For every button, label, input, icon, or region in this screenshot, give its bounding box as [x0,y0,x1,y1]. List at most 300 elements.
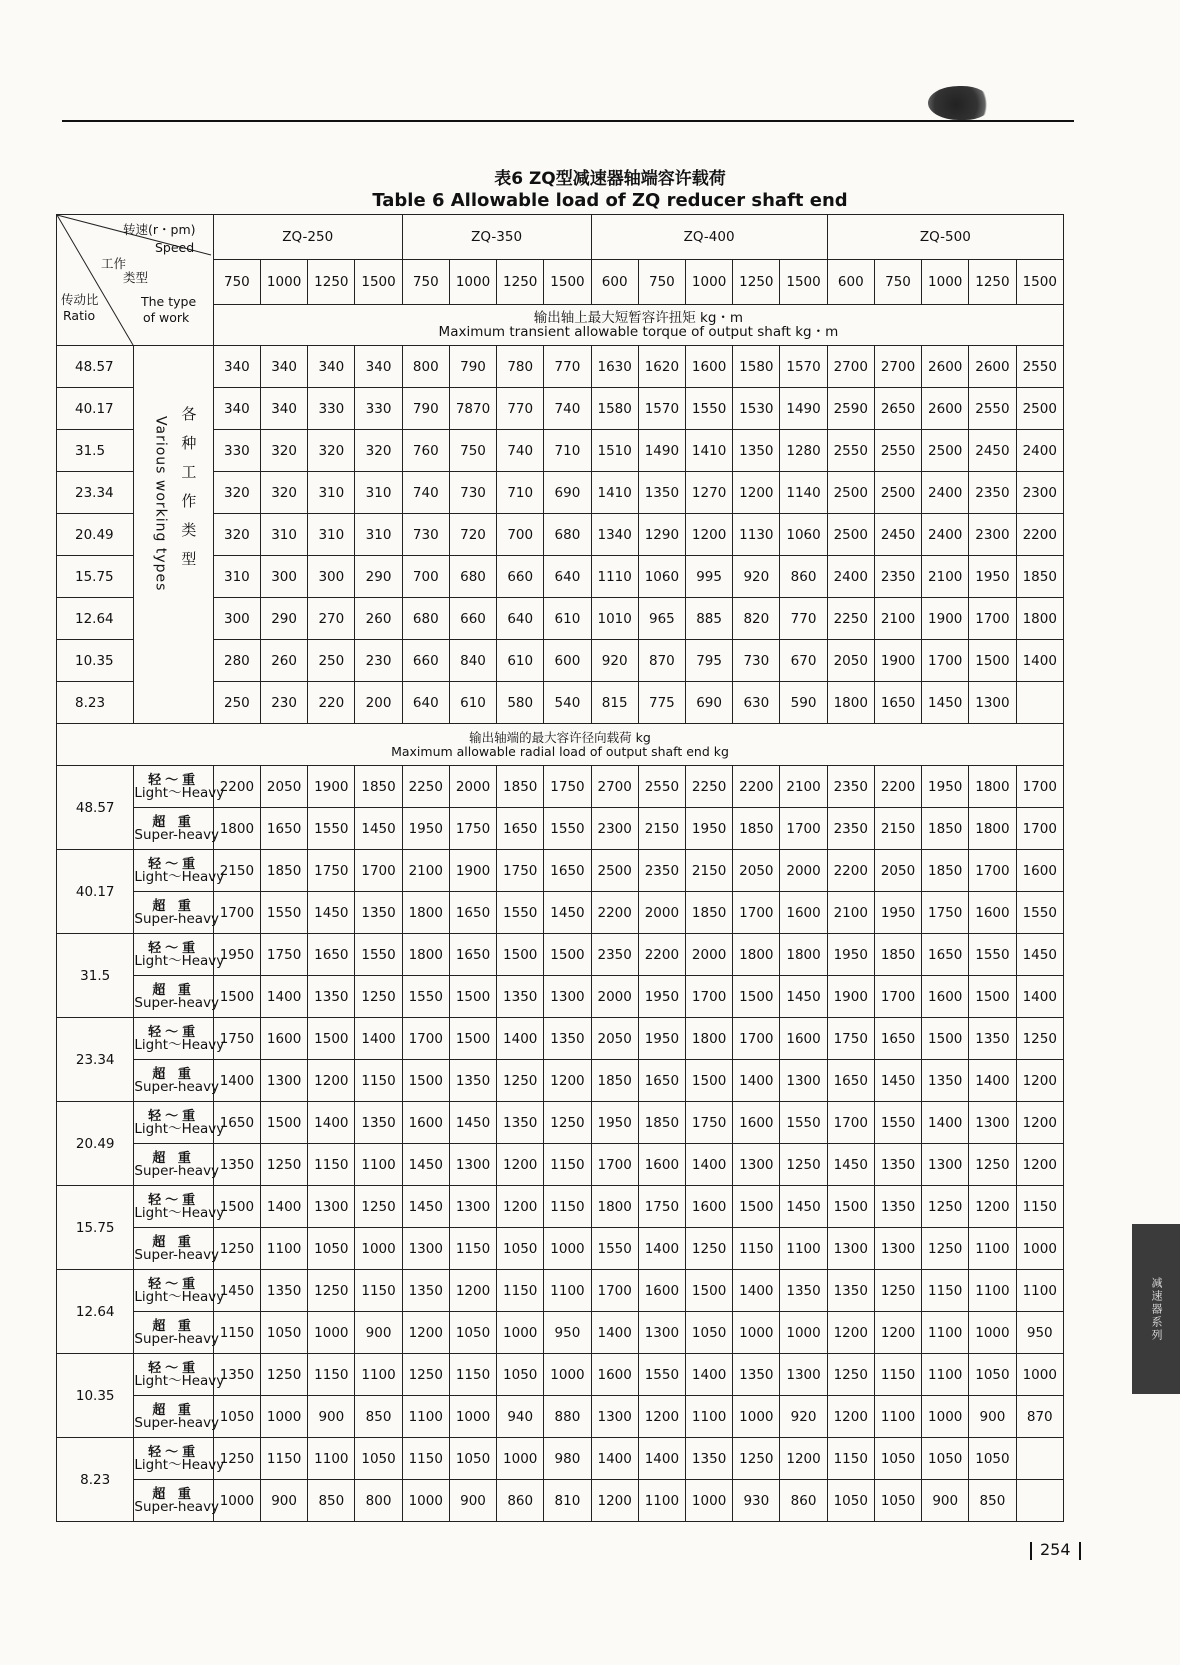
radial-value: 1550 [780,1102,827,1144]
ratio-cell: 48.57 [57,766,134,850]
radial-value: 1050 [449,1312,496,1354]
radial-value: 980 [544,1438,591,1480]
table-row [57,1480,1064,1522]
torque-value: 800 [402,346,449,388]
radial-value: 1200 [1016,1102,1063,1144]
page-number: 254 [1022,1540,1089,1560]
radial-value: 1400 [497,1018,544,1060]
torque-value: 1850 [1016,556,1063,598]
radial-value: 1350 [308,976,355,1018]
radial-value: 1000 [780,1312,827,1354]
radial-value: 1150 [922,1270,969,1312]
torque-value: 540 [544,682,591,724]
torque-value: 340 [213,346,260,388]
light-heavy-label [134,850,225,892]
radial-value: 1650 [827,1060,874,1102]
radial-value: 1000 [544,1354,591,1396]
header-corner [57,215,214,346]
radial-value: 1350 [261,1270,308,1312]
radial-value: 1550 [261,892,308,934]
torque-value: 690 [544,472,591,514]
torque-value: 1700 [969,598,1016,640]
torque-value: 1900 [922,598,969,640]
radial-value: 1350 [874,1186,921,1228]
table-row [57,1438,1064,1480]
load-class-en: Super-heavy [134,1330,220,1347]
radial-value: 1150 [402,1438,449,1480]
torque-value: 1270 [686,472,733,514]
radial-value: 1300 [261,1060,308,1102]
radial-value: 2350 [638,850,685,892]
radial-value: 1600 [780,1018,827,1060]
radial-value: 2200 [591,892,638,934]
load-class-cn: 轻～重 [148,940,200,956]
torque-value: 2600 [922,346,969,388]
torque-value: 300 [213,598,260,640]
radial-value: 1150 [355,1060,402,1102]
radial-value: 1000 [497,1438,544,1480]
load-class-en: Super-heavy [134,1078,220,1095]
radial-value: 1400 [308,1102,355,1144]
torque-value: 1200 [686,514,733,556]
radial-value: 1450 [874,1060,921,1102]
torque-value: 2700 [874,346,921,388]
load-class-cn: 超 重 [152,1402,195,1418]
radial-value: 1550 [544,808,591,850]
light-heavy-label [134,1018,225,1060]
torque-value: 770 [544,346,591,388]
torque-value: 330 [213,430,260,472]
torque-value: 300 [261,556,308,598]
radial-value: 1600 [638,1270,685,1312]
radial-value: 2000 [449,766,496,808]
radial-value: 1750 [638,1186,685,1228]
torque-value: 710 [544,430,591,472]
radial-value: 1100 [544,1270,591,1312]
radial-value: 1500 [827,1186,874,1228]
radial-value: 1100 [355,1144,402,1186]
radial-value: 1750 [686,1102,733,1144]
light-heavy-label [134,1354,225,1396]
radial-value: 1400 [1016,976,1063,1018]
super-heavy-label [134,1312,220,1354]
table-title-cn: 表6 ZQ型减速器轴端容许载荷 [494,169,726,189]
torque-value: 2550 [827,430,874,472]
radial-value: 1350 [922,1060,969,1102]
radial-value: 2350 [827,766,874,808]
radial-value: 1650 [449,934,496,976]
worktype-label-cn: 类型 [123,270,149,285]
speed-header: 750 [874,260,921,305]
radial-value: 1500 [733,1186,780,1228]
torque-value: 760 [402,430,449,472]
torque-value: 640 [402,682,449,724]
speed-header: 750 [638,260,685,305]
radial-value: 1200 [308,1060,355,1102]
radial-value: 1350 [402,1270,449,1312]
radial-value: 2200 [874,766,921,808]
torque-value: 200 [355,682,402,724]
torque-value: 1500 [969,640,1016,682]
radial-value: 1000 [1016,1354,1063,1396]
radial-value: 1950 [922,766,969,808]
radial-value: 1350 [780,1270,827,1312]
radial-value: 2150 [638,808,685,850]
radial-value: 1150 [308,1354,355,1396]
radial-value: 1200 [780,1438,827,1480]
torque-value: 330 [355,388,402,430]
torque-value: 2500 [874,472,921,514]
load-class-en: Light～Heavy [134,1456,225,1473]
radial-value: 900 [261,1480,308,1522]
radial-value: 1450 [402,1186,449,1228]
table-row [57,346,1064,388]
radial-value: 1700 [827,1102,874,1144]
speed-header: 1500 [1016,260,1063,305]
radial-value: 1750 [213,1018,260,1060]
radial-value: 1500 [922,1018,969,1060]
radial-value: 1000 [449,1396,496,1438]
torque-value: 2600 [922,388,969,430]
radial-value: 1400 [686,1354,733,1396]
radial-value: 1550 [874,1102,921,1144]
super-heavy-label [134,1144,220,1186]
radial-value: 1800 [733,934,780,976]
radial-value: 1400 [638,1228,685,1270]
radial-value: 1150 [449,1228,496,1270]
radial-value [1016,1480,1063,1522]
radial-value: 1200 [449,1270,496,1312]
torque-value: 280 [213,640,260,682]
torque-value: 320 [308,430,355,472]
radial-value: 2050 [874,850,921,892]
ratio-cell: 31.5 [57,430,134,472]
torque-value: 780 [497,346,544,388]
radial-value: 1250 [261,1354,308,1396]
radial-value: 1350 [874,1144,921,1186]
table-titles [0,168,1180,212]
torque-value: 610 [449,682,496,724]
torque-value: 260 [355,598,402,640]
radial-value: 1200 [827,1312,874,1354]
torque-value: 320 [213,472,260,514]
radial-value: 930 [733,1480,780,1522]
torque-value: 610 [497,640,544,682]
radial-value: 1700 [686,976,733,1018]
radial-value: 1300 [780,1060,827,1102]
torque-value: 1900 [874,640,921,682]
speed-header: 1000 [261,260,308,305]
torque-value: 320 [213,514,260,556]
radial-value: 1250 [922,1186,969,1228]
load-class-en: Light～Heavy [134,1288,225,1305]
radial-value: 1000 [969,1312,1016,1354]
torque-value: 790 [449,346,496,388]
radial-value: 1100 [969,1270,1016,1312]
radial-value: 1850 [922,850,969,892]
radial-value: 1600 [780,892,827,934]
radial-value: 1850 [733,808,780,850]
torque-value: 1200 [733,472,780,514]
radial-value: 1050 [922,1438,969,1480]
radial-value: 1950 [638,1018,685,1060]
radial-value: 1250 [497,1060,544,1102]
ratio-cell: 15.75 [57,1186,134,1270]
radial-value: 1850 [686,892,733,934]
ratio-cell: 23.34 [57,472,134,514]
radial-value: 1200 [402,1312,449,1354]
speed-header: 1250 [969,260,1016,305]
radial-value: 1300 [874,1228,921,1270]
super-heavy-label [134,1480,220,1522]
radial-value: 1900 [827,976,874,1018]
radial-value: 1150 [449,1354,496,1396]
radial-value: 1000 [1016,1228,1063,1270]
radial-value: 2300 [591,808,638,850]
radial-value: 1050 [874,1438,921,1480]
radial-value: 1100 [969,1228,1016,1270]
radial-value: 1200 [638,1396,685,1438]
radial-value: 1300 [402,1228,449,1270]
radial-value: 1000 [213,1480,260,1522]
radial-value: 1000 [402,1480,449,1522]
torque-value: 250 [308,640,355,682]
radial-value: 1700 [874,976,921,1018]
torque-value: 790 [402,388,449,430]
radial-value: 1250 [355,1186,402,1228]
radial-value: 1000 [261,1396,308,1438]
torque-section-header [213,305,1063,346]
radial-value: 950 [544,1312,591,1354]
ratio-cell: 10.35 [57,1354,134,1438]
radial-value: 1800 [780,934,827,976]
radial-value: 1400 [638,1438,685,1480]
ratio-cell: 31.5 [57,934,134,1018]
torque-value: 1060 [780,514,827,556]
radial-value: 1550 [638,1354,685,1396]
torque-value: 730 [402,514,449,556]
radial-value: 1950 [874,892,921,934]
torque-value: 1570 [780,346,827,388]
radial-value: 1450 [780,1186,827,1228]
torque-value: 290 [355,556,402,598]
radial-value: 1550 [402,976,449,1018]
load-class-en: Light～Heavy [134,1204,225,1221]
table-row [57,934,1064,976]
torque-value: 2500 [827,514,874,556]
table-row [57,1018,1064,1060]
torque-value: 1490 [638,430,685,472]
radial-value: 1400 [686,1144,733,1186]
radial-value: 860 [780,1480,827,1522]
radial-value: 1700 [733,1018,780,1060]
ratio-cell: 48.57 [57,346,134,388]
radial-value: 1850 [874,934,921,976]
speed-header: 1000 [686,260,733,305]
radial-value: 1100 [355,1354,402,1396]
radial-value: 1850 [638,1102,685,1144]
speed-header: 600 [591,260,638,305]
radial-value: 850 [308,1480,355,1522]
ratio-cell: 10.35 [57,640,134,682]
radial-value: 1050 [827,1480,874,1522]
load-class-cn: 轻～重 [148,1360,200,1376]
load-class-cn: 轻～重 [148,1276,200,1292]
radial-value: 900 [969,1396,1016,1438]
radial-value: 1550 [591,1228,638,1270]
radial-value: 1350 [544,1018,591,1060]
torque-value: 1140 [780,472,827,514]
torque-value: 2600 [969,346,1016,388]
radial-value: 1050 [969,1354,1016,1396]
radial-value: 900 [922,1480,969,1522]
radial-value: 860 [497,1480,544,1522]
radial-value: 1400 [591,1312,638,1354]
torque-value: 920 [591,640,638,682]
radial-value: 1150 [827,1438,874,1480]
radial-value: 1950 [827,934,874,976]
load-class-cn: 超 重 [152,1234,195,1250]
radial-value: 1500 [449,1018,496,1060]
torque-value: 1650 [874,682,921,724]
radial-value: 1600 [922,976,969,1018]
torque-unit-cn: 输出轴上最大短暂容许扭矩 kg・m [533,310,744,326]
radial-value: 2000 [780,850,827,892]
torque-value: 1280 [780,430,827,472]
radial-value: 1100 [874,1396,921,1438]
load-class-cn: 轻～重 [148,1192,200,1208]
torque-value: 820 [733,598,780,640]
radial-value: 1550 [1016,892,1063,934]
ratio-cell: 40.17 [57,388,134,430]
torque-value: 740 [544,388,591,430]
speed-header: 1000 [449,260,496,305]
radial-value: 1250 [969,1144,1016,1186]
radial-value: 1400 [922,1102,969,1144]
radial-value: 2050 [261,766,308,808]
torque-value: 2700 [827,346,874,388]
radial-value: 1600 [402,1102,449,1144]
radial-value: 1700 [1016,808,1063,850]
radial-value: 1650 [638,1060,685,1102]
radial-value: 1850 [591,1060,638,1102]
radial-value: 900 [355,1312,402,1354]
radial-value: 1350 [497,976,544,1018]
radial-value: 1700 [591,1270,638,1312]
radial-value: 900 [308,1396,355,1438]
radial-value: 1450 [1016,934,1063,976]
torque-value: 340 [355,346,402,388]
torque-value: 1350 [733,430,780,472]
radial-value: 1250 [1016,1018,1063,1060]
radial-value: 1350 [355,1102,402,1144]
model-header: ZQ-250 [213,215,402,260]
radial-value: 1100 [308,1438,355,1480]
radial-value: 1000 [308,1312,355,1354]
torque-value: 7870 [449,388,496,430]
table-row [57,1102,1064,1144]
radial-value: 1150 [497,1270,544,1312]
super-heavy-label [134,1396,220,1438]
torque-value [1016,682,1063,724]
torque-value: 690 [686,682,733,724]
torque-value: 310 [355,514,402,556]
model-header: ZQ-500 [827,215,1063,260]
radial-value: 1100 [922,1312,969,1354]
torque-value: 965 [638,598,685,640]
radial-value: 1550 [969,934,1016,976]
radial-value: 950 [1016,1312,1063,1354]
torque-value: 220 [308,682,355,724]
torque-value: 630 [733,682,780,724]
radial-value: 1750 [922,892,969,934]
radial-value: 1100 [261,1228,308,1270]
torque-value: 660 [449,598,496,640]
radial-value: 1800 [969,808,1016,850]
radial-value: 1450 [780,976,827,1018]
radial-value: 900 [449,1480,496,1522]
radial-value: 1600 [591,1354,638,1396]
radial-value: 1150 [213,1312,260,1354]
radial-value: 1500 [402,1060,449,1102]
table-row [57,1228,1064,1270]
torque-value: 680 [402,598,449,640]
radial-value: 1700 [969,850,1016,892]
load-class-cn: 超 重 [152,814,195,830]
torque-value: 610 [544,598,591,640]
speed-label-en: Speed [155,240,195,255]
torque-value: 640 [497,598,544,640]
torque-value: 2350 [874,556,921,598]
torque-value: 1600 [686,346,733,388]
light-heavy-label [134,1102,225,1144]
torque-value: 740 [402,472,449,514]
ratio-cell: 20.49 [57,1102,134,1186]
torque-value: 710 [497,472,544,514]
radial-value: 1750 [544,766,591,808]
ratio-label-en: Ratio [63,308,96,323]
radial-value: 1100 [402,1396,449,1438]
torque-value: 1950 [969,556,1016,598]
torque-value: 1350 [638,472,685,514]
radial-value: 1250 [402,1354,449,1396]
light-heavy-label [134,1186,225,1228]
radial-value: 1300 [922,1144,969,1186]
radial-value: 1850 [922,808,969,850]
radial-value: 1450 [544,892,591,934]
radial-value: 1300 [827,1228,874,1270]
radial-value: 1150 [261,1438,308,1480]
radial-value: 1400 [213,1060,260,1102]
torque-value: 1800 [827,682,874,724]
radial-value: 1950 [638,976,685,1018]
torque-value: 310 [355,472,402,514]
radial-value: 2150 [874,808,921,850]
radial-unit-en: Maximum allowable radial load of output shaft end kg [391,743,729,759]
speed-header: 1250 [308,260,355,305]
torque-value: 1400 [1016,640,1063,682]
load-class-cn: 超 重 [152,1318,195,1334]
radial-value: 2050 [733,850,780,892]
radial-value: 2500 [591,850,638,892]
radial-value: 1500 [497,934,544,976]
radial-value: 1650 [874,1018,921,1060]
torque-value: 340 [308,346,355,388]
radial-value: 870 [1016,1396,1063,1438]
table-row [57,215,1064,260]
speed-header: 1000 [922,260,969,305]
torque-value: 320 [261,430,308,472]
